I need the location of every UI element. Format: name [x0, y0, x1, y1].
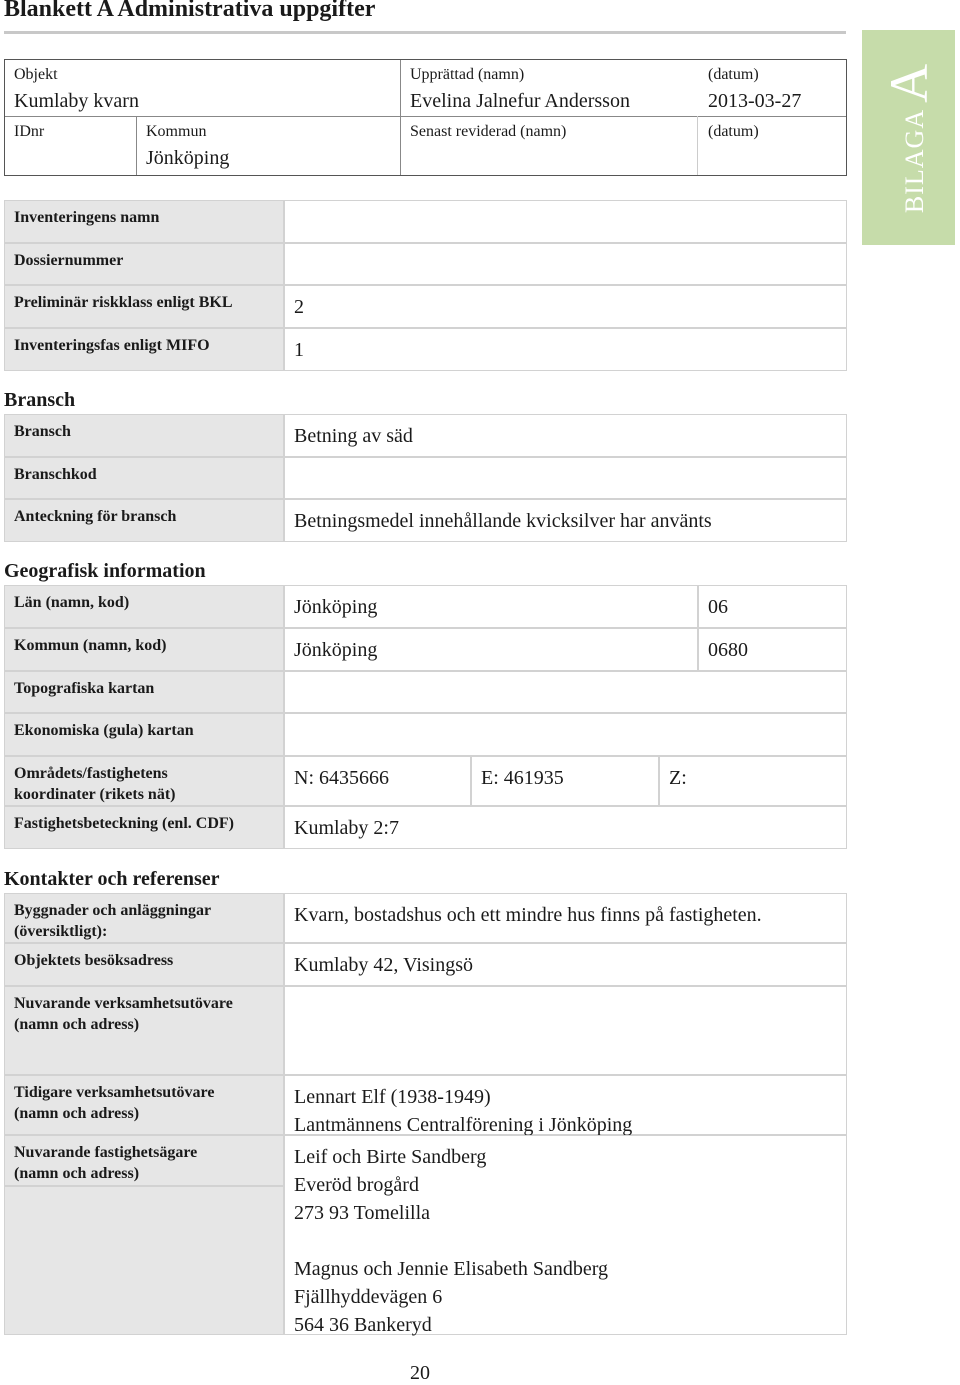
field-value: 2 — [284, 285, 847, 328]
row-anteckning-bransch — [4, 499, 847, 542]
field-value — [284, 1075, 847, 1135]
section-heading-bransch: Bransch — [4, 389, 76, 411]
field-label — [4, 1075, 284, 1135]
field-value: Betning av säd — [284, 414, 847, 457]
row-riskklass — [4, 285, 847, 328]
kommun-name: Jönköping — [284, 628, 698, 671]
row-branschkod — [4, 457, 847, 499]
agare-line: Fjällhyddevägen 6 — [294, 1286, 443, 1308]
section-heading-geo: Geografisk information — [4, 560, 206, 582]
field-value — [284, 200, 847, 243]
header-divider-v3 — [697, 116, 698, 175]
field-label: Anteckning för bransch — [4, 499, 284, 542]
idnr-label: IDnr — [14, 123, 45, 140]
agare-label-line1: Nuvarande fastighetsägare — [14, 1144, 198, 1161]
reviderad-datum-label: (datum) — [708, 123, 759, 140]
field-value: Kvarn, bostadshus och ett mindre hus finns på fastigheten. — [284, 893, 847, 943]
bilaga-label — [878, 62, 940, 212]
field-label: Objektets besöksadress — [4, 943, 284, 986]
field-label — [4, 986, 284, 1075]
field-label: Preliminär riskklass enligt BKL — [4, 285, 284, 328]
bilaga-word: BILAGA — [899, 108, 929, 213]
field-value — [284, 671, 847, 713]
field-value: Kumlaby 2:7 — [284, 806, 847, 849]
nuv-verk-label-line2: (namn och adress) — [14, 1016, 140, 1033]
bygg-label-line1: Byggnader och anläggningar — [14, 902, 212, 919]
datum-value: 2013-03-27 — [708, 90, 802, 112]
row-lan — [4, 585, 847, 628]
field-value: Betningsmedel innehållande kvicksilver har använts — [284, 499, 847, 542]
section-heading-kontakter: Kontakter och referenser — [4, 868, 220, 890]
header-divider-v2 — [136, 116, 137, 175]
agare-label-line2: (namn och adress) — [14, 1165, 140, 1182]
row-kommun — [4, 628, 847, 671]
field-label: Ekonomiska (gula) kartan — [4, 713, 284, 756]
field-value: 1 — [284, 328, 847, 371]
objekt-label: Objekt — [14, 66, 58, 83]
field-value — [284, 713, 847, 756]
kommun-code: 0680 — [698, 628, 847, 671]
tid-verk-label-line2: (namn och adress) — [14, 1105, 140, 1122]
kommun-label: Kommun — [146, 123, 207, 140]
koord-z: Z: — [659, 756, 847, 806]
agare-line: Everöd brogård — [294, 1174, 419, 1196]
row-nuvarande-verksamhetsutovare — [4, 986, 847, 1075]
agare-line-spacer — [294, 1227, 837, 1255]
field-label-filler — [4, 1186, 284, 1335]
lan-name: Jönköping — [284, 585, 698, 628]
field-value — [284, 457, 847, 499]
agare-line: 273 93 Tomelilla — [294, 1202, 430, 1224]
field-label: Inventeringsfas enligt MIFO — [4, 328, 284, 371]
field-label: Fastighetsbeteckning (enl. CDF) — [4, 806, 284, 849]
field-label: Branschkod — [4, 457, 284, 499]
upprattad-label: Upprättad (namn) — [410, 66, 525, 83]
field-label — [4, 1135, 284, 1186]
field-label: Kommun (namn, kod) — [4, 628, 284, 671]
field-value — [284, 1135, 847, 1335]
title-rule — [4, 31, 846, 34]
page-title: Blankett A Administrativa uppgifter — [4, 0, 376, 22]
field-label — [4, 893, 284, 943]
header-divider-h — [5, 116, 846, 117]
page-number: 20 — [410, 1362, 430, 1384]
row-inventeringsfas — [4, 328, 847, 371]
koord-label-line1: Områdets/fastighetens — [14, 765, 168, 782]
row-topografiska — [4, 671, 847, 713]
tid-verk-line: Lennart Elf (1938-1949) — [294, 1086, 491, 1108]
header-divider-v — [400, 60, 401, 175]
nuv-verk-label-line1: Nuvarande verksamhetsutövare — [14, 995, 233, 1012]
agare-line: 564 36 Bankeryd — [294, 1314, 432, 1336]
row-fastighetsagare — [4, 1135, 847, 1335]
field-label: Dossiernummer — [4, 243, 284, 285]
objekt-value: Kumlaby kvarn — [14, 90, 139, 112]
datum-label: (datum) — [708, 66, 759, 83]
row-besoksadress — [4, 943, 847, 986]
field-value — [284, 243, 847, 285]
header-box — [4, 59, 847, 176]
field-label: Bransch — [4, 414, 284, 457]
kommun-value: Jönköping — [146, 147, 230, 169]
row-bransch — [4, 414, 847, 457]
field-value: Kumlaby 42, Visingsö — [284, 943, 847, 986]
field-label: Län (namn, kod) — [4, 585, 284, 628]
agare-line: Magnus och Jennie Elisabeth Sandberg — [294, 1258, 609, 1280]
bilaga-letter: A — [878, 62, 939, 103]
upprattad-value: Evelina Jalnefur Andersson — [410, 90, 630, 112]
agare-line: Leif och Birte Sandberg — [294, 1146, 487, 1168]
tid-verk-label-line1: Tidigare verksamhetsutövare — [14, 1084, 215, 1101]
row-inventeringens-namn — [4, 200, 847, 243]
row-ekonomiska — [4, 713, 847, 756]
row-tidigare-verksamhetsutovare — [4, 1075, 847, 1135]
field-label — [4, 756, 284, 806]
field-label: Inventeringens namn — [4, 200, 284, 243]
bilaga-tab — [862, 30, 955, 245]
field-value — [284, 986, 847, 1075]
row-dossiernummer — [4, 243, 847, 285]
bygg-label-line2: (översiktligt): — [14, 923, 108, 940]
koord-n: N: 6435666 — [284, 756, 471, 806]
koord-e: E: 461935 — [471, 756, 659, 806]
field-label: Topografiska kartan — [4, 671, 284, 713]
lan-code: 06 — [698, 585, 847, 628]
reviderad-label: Senast reviderad (namn) — [410, 123, 567, 140]
row-byggnader — [4, 893, 847, 943]
row-fastighetsbeteckning — [4, 806, 847, 849]
tid-verk-line: Lantmännens Centralförening i Jönköping — [294, 1114, 633, 1136]
row-koordinater — [4, 756, 847, 806]
koord-label-line2: koordinater (rikets nät) — [14, 786, 176, 803]
